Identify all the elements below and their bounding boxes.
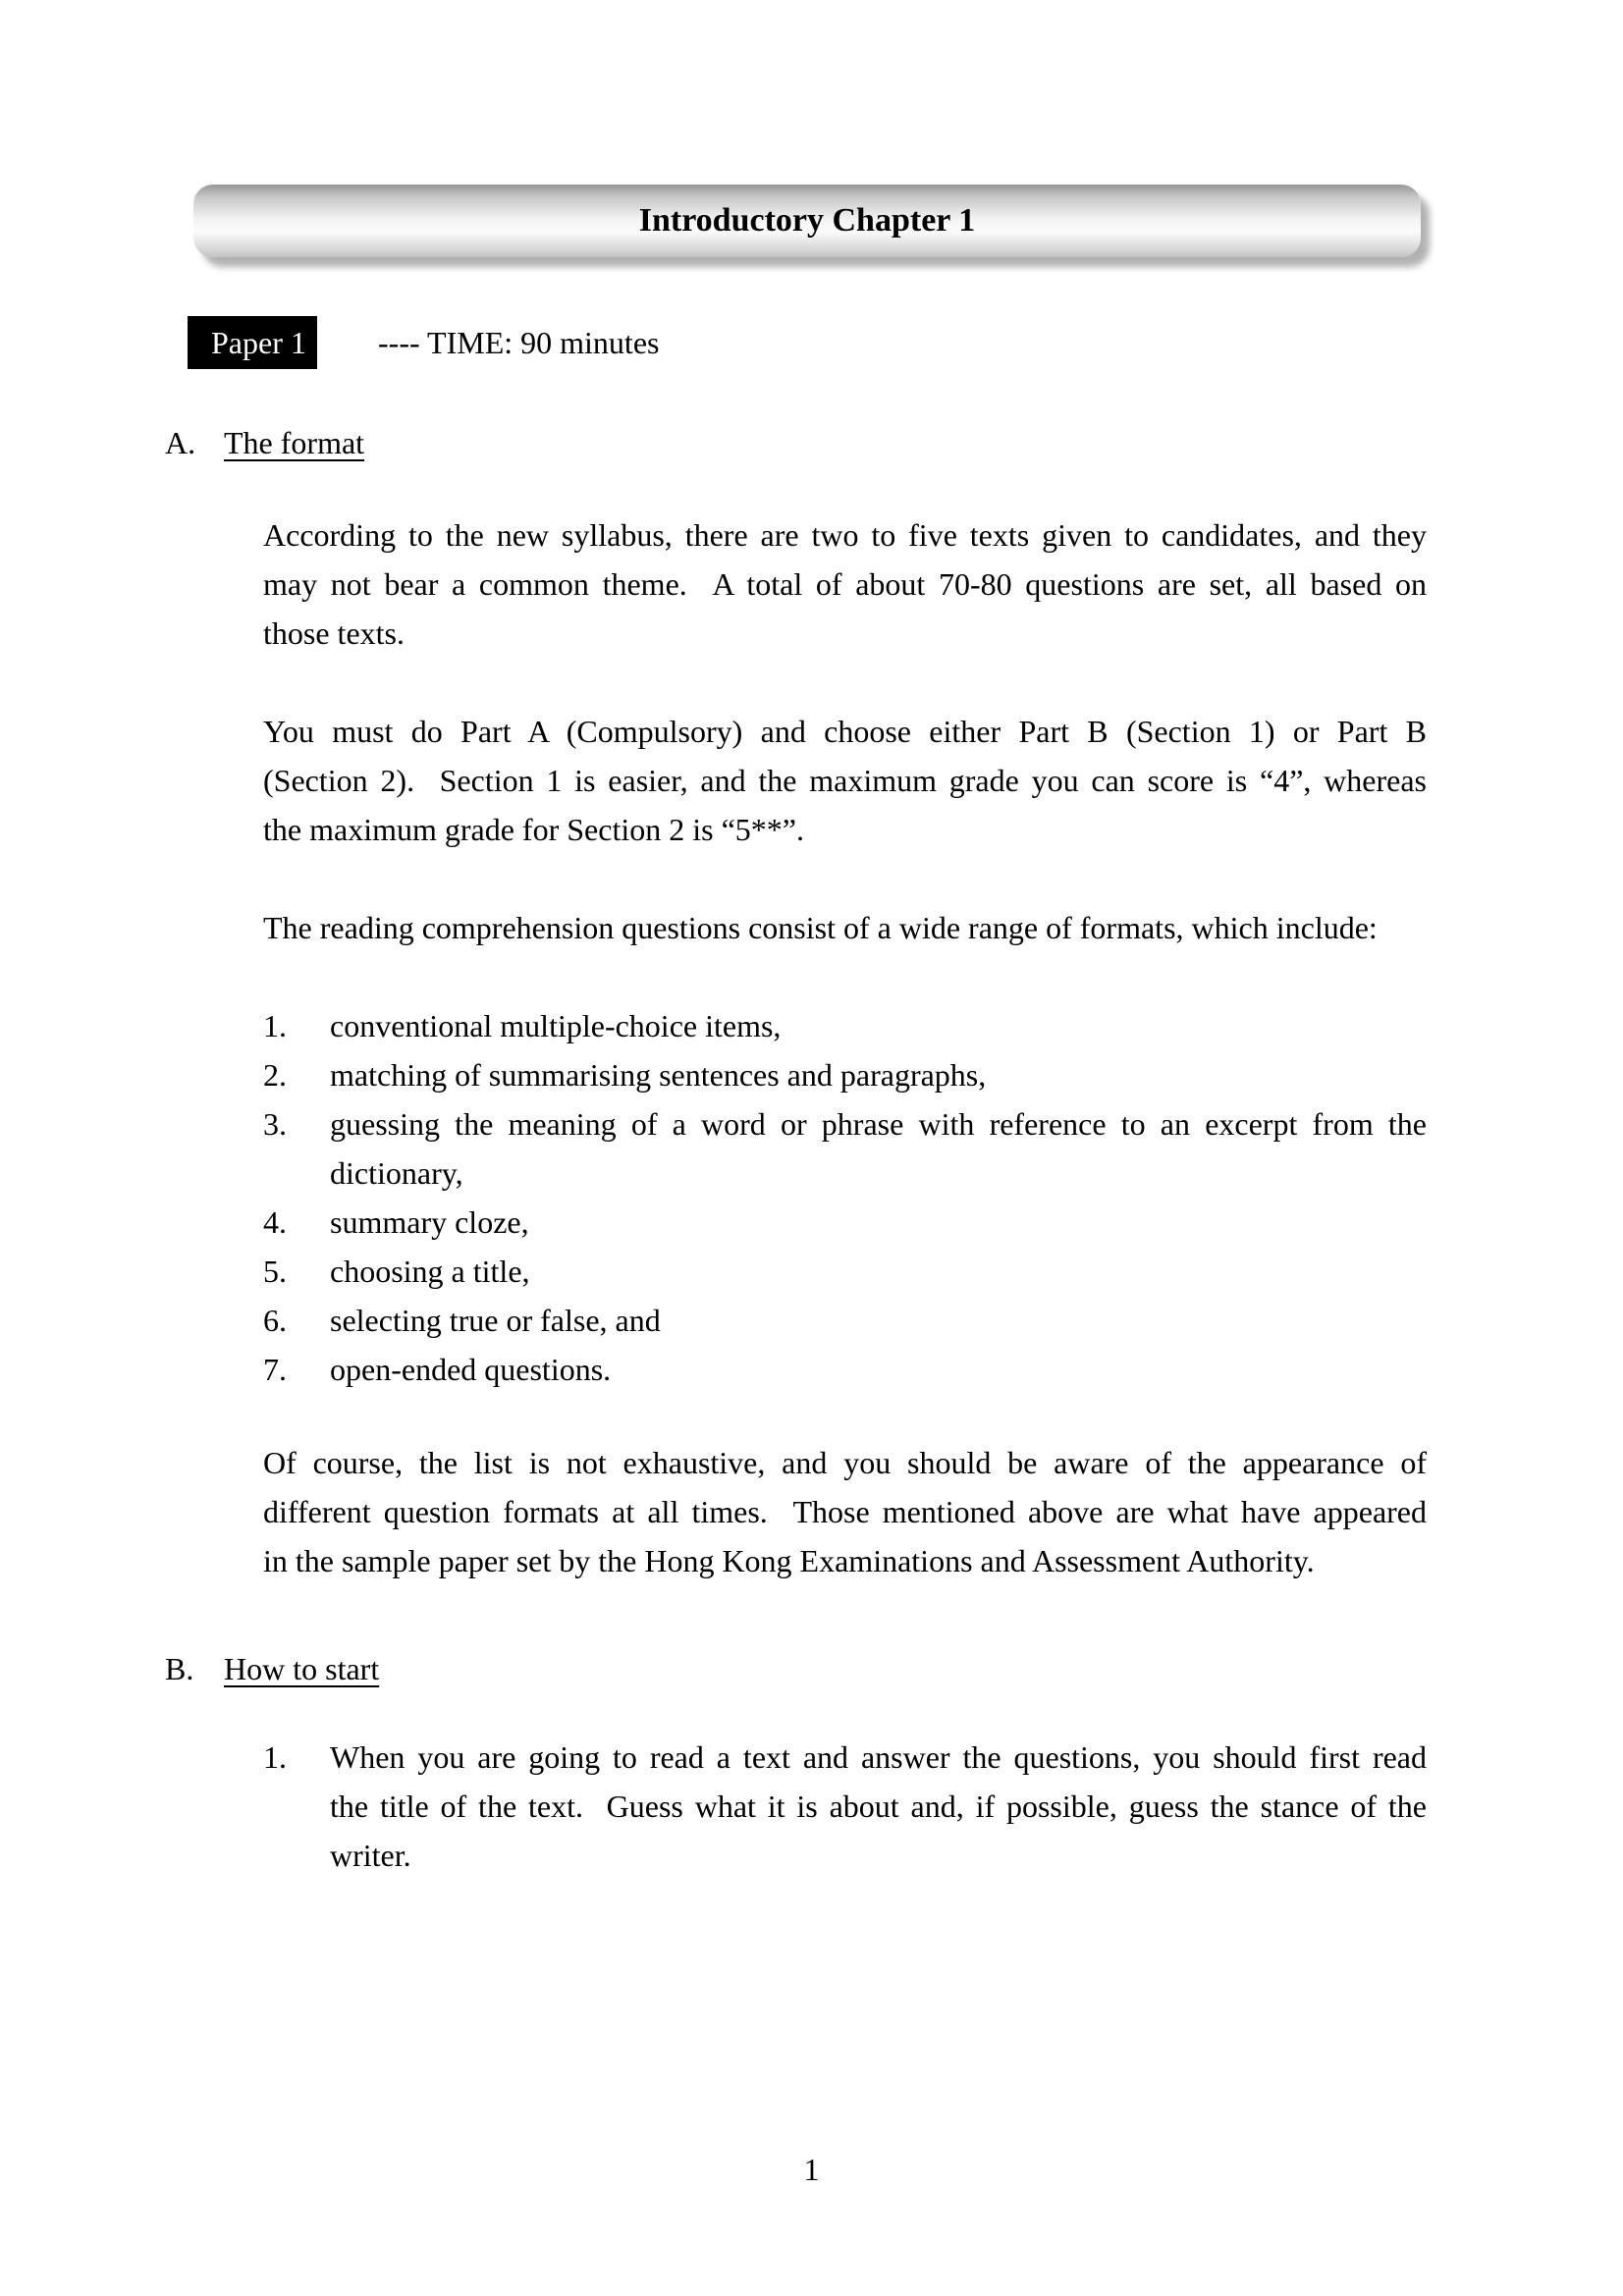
list-item (263, 1099, 1427, 1198)
header-bar (193, 185, 1421, 257)
paragraph-format-overview (263, 510, 1427, 658)
paragraph-line: those texts. (263, 615, 405, 651)
paragraph-line: guessing the meaning of a word or phrase with reference to an excerpt from the (330, 1106, 1427, 1142)
item-number: 7. (263, 1352, 287, 1387)
list-item (263, 1001, 1427, 1050)
how-to-start-list (263, 1733, 1427, 1880)
list-item (263, 1247, 1427, 1296)
section-b-heading (165, 1644, 1623, 1693)
paragraph-line: Of course, the list is not exhaustive, and you should be aware of the appearance of (263, 1445, 1427, 1480)
item-number: 2. (263, 1057, 287, 1093)
list-item (263, 1050, 1427, 1099)
item-text: choosing a title, (330, 1254, 530, 1289)
list-item (263, 1733, 1427, 1880)
item-number: 5. (263, 1254, 287, 1289)
item-text: matching of summarising sentences and paragraphs, (330, 1057, 987, 1093)
item-text: conventional multiple-choice items, (330, 1008, 782, 1043)
time-text: ---- TIME: 90 minutes (378, 325, 660, 360)
paper-label-box (188, 316, 317, 369)
paragraph-line: different question formats at all times. Those mentioned above are what have appeared (263, 1494, 1427, 1529)
page-title: Introductory Chapter 1 (638, 202, 976, 239)
paragraph-line: According to the new syllabus, there are two to five texts given to candidates, and they (263, 517, 1427, 553)
paragraph-line: may not bear a common theme. A total of about 70-80 questions are set, all based on (263, 566, 1427, 602)
item-number: 3. (263, 1106, 287, 1142)
item-number: 4. (263, 1204, 287, 1240)
item-text (330, 1733, 1427, 1880)
item-number: 1. (263, 1008, 287, 1043)
section-a-title: The format (224, 425, 365, 460)
paragraph-question-formats-intro (263, 903, 1427, 952)
paragraph-parts (263, 707, 1427, 854)
section-a-letter: A. (165, 425, 196, 460)
paragraph-line: When you are going to read a text and answer the questions, you should first read (330, 1739, 1427, 1775)
paragraph-line: the title of the text. Guess what it is about and, if possible, guess the stance of the (330, 1789, 1427, 1824)
paper-row (188, 316, 1623, 369)
paragraph-line: (Section 2). Section 1 is easier, and the maximum grade you can score is “4”, whereas (263, 763, 1427, 798)
list-item (263, 1198, 1427, 1247)
paragraph-line: The reading comprehension questions consist of a wide range of formats, which include: (263, 910, 1378, 945)
list-item (263, 1345, 1427, 1394)
page-number: 1 (803, 2152, 820, 2187)
list-item (263, 1296, 1427, 1345)
section-b-letter: B. (165, 1651, 194, 1686)
paper-label: Paper 1 (211, 325, 306, 360)
question-format-list (263, 1001, 1427, 1394)
paragraph-line: dictionary, (330, 1155, 463, 1191)
paragraph-conclusion (263, 1438, 1427, 1585)
item-text: summary cloze, (330, 1204, 529, 1240)
section-a-heading (165, 418, 1623, 467)
section-b-title: How to start (224, 1651, 380, 1686)
paragraph-line: writer. (330, 1838, 411, 1873)
paragraph-line: in the sample paper set by the Hong Kong Examinations and Assessment Authority. (263, 1543, 1315, 1578)
item-number: 6. (263, 1303, 287, 1338)
item-text: selecting true or false, and (330, 1303, 661, 1338)
item-number: 1. (263, 1739, 287, 1775)
paragraph-line: You must do Part A (Compulsory) and choose either Part B (Section 1) or Part B (263, 714, 1427, 749)
item-text (330, 1099, 1427, 1198)
item-text: open-ended questions. (330, 1352, 612, 1387)
paragraph-line: the maximum grade for Section 2 is “5**”. (263, 812, 804, 847)
